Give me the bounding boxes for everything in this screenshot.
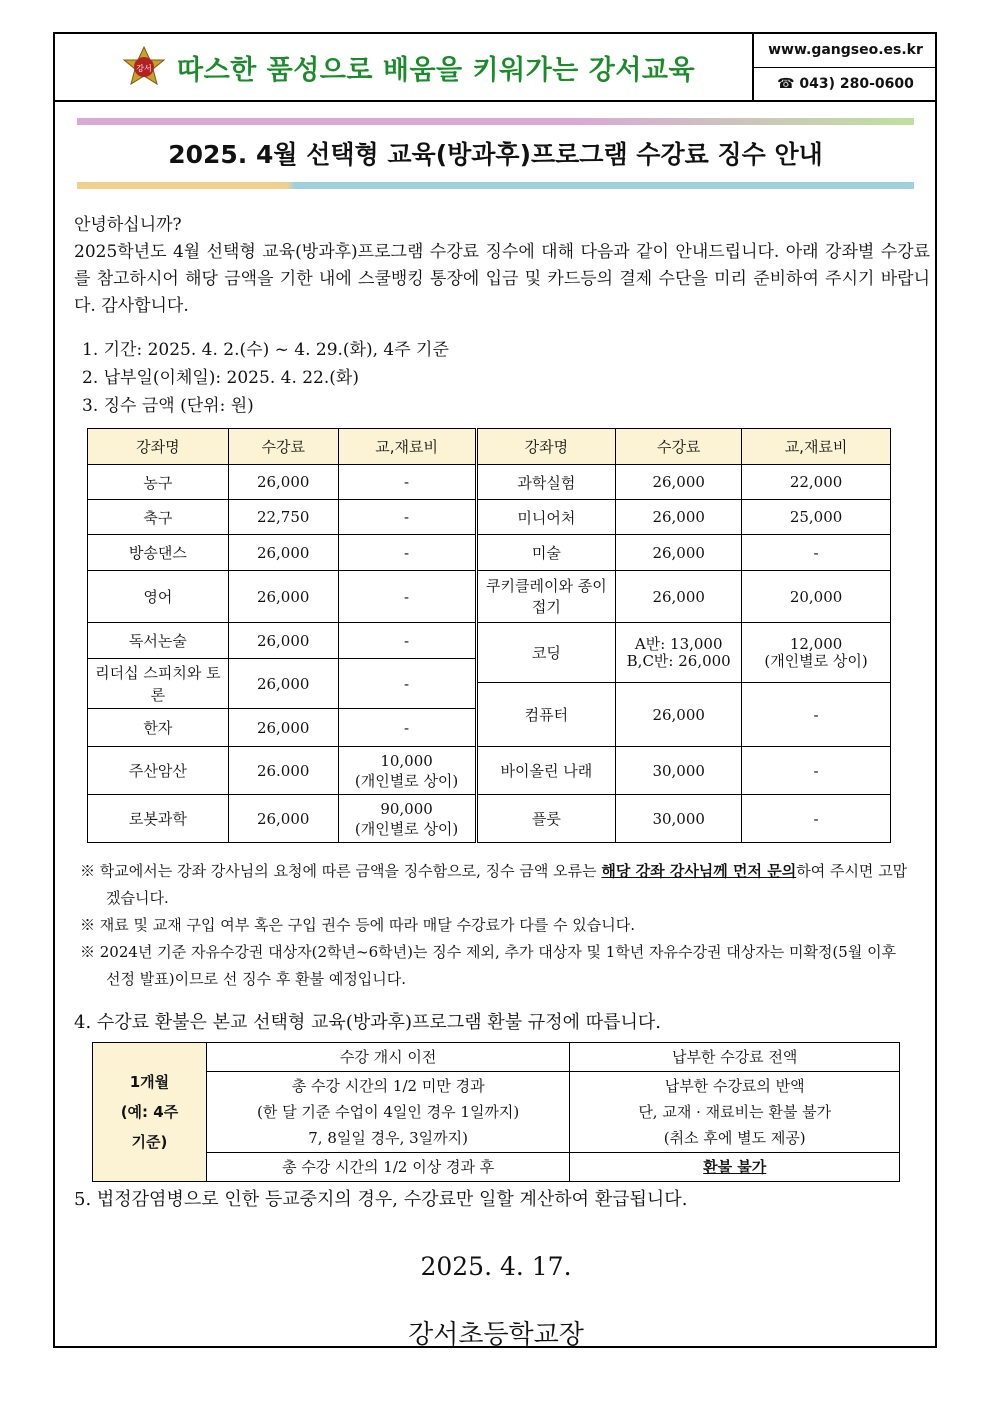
material-fee: - <box>338 571 476 623</box>
item-refund-rule: 4. 수강료 환불은 본교 선택형 교육(방과후)프로그램 환불 규정에 따릅니다. <box>74 1012 661 1033</box>
course-name: 코딩 <box>476 623 616 683</box>
material-fee: - <box>338 465 476 500</box>
material-fee: - <box>338 500 476 535</box>
header <box>55 34 935 102</box>
refund-amount: 납부한 수강료 전액 <box>570 1043 900 1072</box>
page-title: 2025. 4월 선택형 교육(방과후)프로그램 수강료 징수 안내 <box>168 140 823 169</box>
intro-body: 2025학년도 4월 선택형 교육(방과후)프로그램 수강료 징수에 대해 다음과 같이 안내드립니다. 아래 강좌별 수강료를 참고하시어 해당 금액을 기한 내에 스쿨뱅킹 통장에 입금 및 카드등의 결제 수단을 미리 준비하여 주시기 바랍니다. 감사합니다. <box>74 242 930 316</box>
course-fee: 26,000 <box>616 465 742 500</box>
note-1-text-end: 하여 주시면 고맙겠습니다. <box>106 862 908 907</box>
material-fee: - <box>338 709 476 747</box>
school-emblem-icon <box>123 46 165 88</box>
material-fee: 12,000 (개인별로 상이) <box>742 623 891 683</box>
course-name: 미술 <box>476 535 616 571</box>
col-header: 강좌명 <box>476 429 616 465</box>
material-fee: - <box>338 623 476 659</box>
document-date: 2025. 4. 17. <box>420 1252 572 1281</box>
refund-table <box>92 1042 900 1182</box>
material-fee: - <box>338 659 476 709</box>
course-fee: 26,000 <box>616 683 742 747</box>
refund-period-label: 1개월 (예: 4주 기준) <box>93 1043 207 1182</box>
phone-number: ☎ 043) 280-0600 <box>777 76 914 92</box>
notes <box>80 858 910 993</box>
course-name: 리더십 스피치와 토론 <box>88 659 229 709</box>
col-header: 수강료 <box>616 429 742 465</box>
course-fee: 26,000 <box>616 571 742 623</box>
refund-condition: 수강 개시 이전 <box>206 1043 570 1072</box>
greeting: 안녕하십니까? <box>74 215 182 235</box>
refund-condition: 총 수강 시간의 1/2 이상 경과 후 <box>206 1153 570 1182</box>
material-fee: 20,000 <box>742 571 891 623</box>
course-fee: 26,000 <box>616 535 742 571</box>
course-fee: 30,000 <box>616 795 742 843</box>
contact-box <box>752 34 937 100</box>
course-name: 과학실험 <box>476 465 616 500</box>
course-fee: 26,000 <box>228 465 338 500</box>
title-bottom-bar <box>77 182 914 189</box>
refund-amount: 납부한 수강료의 반액 단, 교재 · 재료비는 환불 불가 (취소 후에 별도 제공) <box>570 1072 900 1153</box>
course-name: 방송댄스 <box>88 535 229 571</box>
course-name: 로봇과학 <box>88 795 229 843</box>
col-header: 교,재료비 <box>338 429 476 465</box>
note-1 <box>80 858 910 912</box>
refund-condition: 총 수강 시간의 1/2 미만 경과 (한 달 기준 수업이 4일인 경우 1일까지) 7, 8일일 경우, 3일까지) <box>206 1072 570 1153</box>
material-fee: 10,000 (개인별로 상이) <box>338 747 476 795</box>
material-fee: 90,000 (개인별로 상이) <box>338 795 476 843</box>
material-fee: 25,000 <box>742 500 891 535</box>
signature: 강서초등학교장 <box>408 1320 584 1350</box>
note-1-emphasis: 해당 강좌 강사님께 먼저 <box>601 862 768 880</box>
item-infection-refund: 5. 법정감염병으로 인한 등교중지의 경우, 수강료만 일할 계산하여 환급됩니다. <box>74 1189 688 1210</box>
material-fee: - <box>742 535 891 571</box>
website-link[interactable]: www.gangseo.es.kr <box>754 34 937 68</box>
slogan: 따스한 품성으로 배움을 키워가는 강서교육 <box>177 55 696 86</box>
note-2: ※ 재료 및 교재 구입 여부 혹은 구입 권수 등에 따라 매달 수강료가 다를 수 있습니다. <box>80 916 635 934</box>
item-period: 1. 기간: 2025. 4. 2.(수) ~ 4. 29.(화), 4주 기준 <box>82 340 449 360</box>
course-name: 영어 <box>88 571 229 623</box>
course-name: 독서논술 <box>88 623 229 659</box>
refund-amount: 환불 불가 <box>570 1153 900 1182</box>
fee-table <box>87 428 891 843</box>
note-1-text: ※ 학교에서는 강좌 강사님의 요청에 따른 금액을 징수함으로, 징수 금액 오류는 <box>80 862 602 880</box>
course-name: 바이올린 나래 <box>476 747 616 795</box>
course-fee: 26,000 <box>228 709 338 747</box>
col-header: 강좌명 <box>88 429 229 465</box>
material-fee: - <box>742 747 891 795</box>
note-3: ※ 2024년 기준 자유수강권 대상자(2학년~6학년)는 징수 제외, 추가 대상자 및 1학년 자유수강권 대상자는 미확정(5월 이후 선정 발표)이므로 선 징수 후 환불 예정입니다. <box>80 943 897 988</box>
material-fee: - <box>742 795 891 843</box>
col-header: 수강료 <box>228 429 338 465</box>
course-fee: 26,000 <box>228 535 338 571</box>
material-fee: - <box>742 683 891 747</box>
course-fee: 26,000 <box>228 659 338 709</box>
course-name: 미니어처 <box>476 500 616 535</box>
emblem-text: 강서 <box>136 64 152 73</box>
col-header: 교,재료비 <box>742 429 891 465</box>
material-fee: 22,000 <box>742 465 891 500</box>
note-1-emphasis-2: 문의 <box>767 862 797 880</box>
course-fee: 30,000 <box>616 747 742 795</box>
course-fee: 26.000 <box>228 747 338 795</box>
course-name: 한자 <box>88 709 229 747</box>
course-name: 플룻 <box>476 795 616 843</box>
material-fee: - <box>338 535 476 571</box>
item-amount-heading: 3. 징수 금액 (단위: 원) <box>82 396 254 416</box>
title-top-bar <box>77 118 914 125</box>
course-fee: A반: 13,000 B,C반: 26,000 <box>616 623 742 683</box>
course-name: 컴퓨터 <box>476 683 616 747</box>
course-name: 축구 <box>88 500 229 535</box>
course-fee: 22,750 <box>228 500 338 535</box>
item-payment-date: 2. 납부일(이체일): 2025. 4. 22.(화) <box>82 368 359 388</box>
course-fee: 26,000 <box>228 795 338 843</box>
course-name: 쿠키클레이와 종이접기 <box>476 571 616 623</box>
course-fee: 26,000 <box>616 500 742 535</box>
course-fee: 26,000 <box>228 623 338 659</box>
course-fee: 26,000 <box>228 571 338 623</box>
course-name: 농구 <box>88 465 229 500</box>
course-name: 주산암산 <box>88 747 229 795</box>
